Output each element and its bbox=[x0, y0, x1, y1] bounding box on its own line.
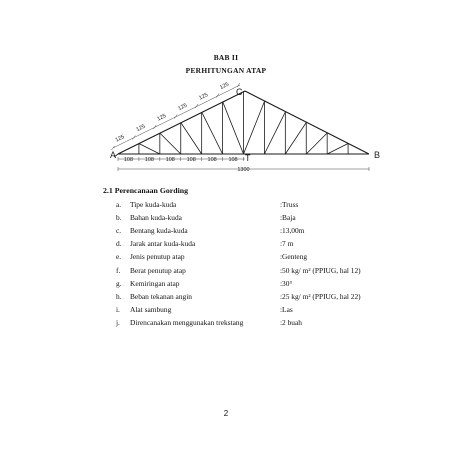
spec-row bbox=[0, 199, 452, 211]
spec-letter: f. bbox=[116, 265, 121, 275]
top-chord-length-label: 125 bbox=[198, 92, 210, 102]
spec-value: :2 buah bbox=[280, 317, 302, 327]
spec-label: Bahan kuda-kuda bbox=[130, 213, 182, 223]
top-chord-length-label: 125 bbox=[114, 134, 126, 144]
spec-label: Jenis penutup atap bbox=[130, 252, 185, 262]
page-number: 2 bbox=[223, 409, 229, 418]
panel-length-label: 108 bbox=[207, 157, 217, 163]
spec-letter: a. bbox=[116, 200, 122, 209]
spec-row bbox=[0, 251, 452, 263]
node-label-t: T bbox=[245, 153, 251, 163]
spec-label: Direncanakan menggunakan trekstang bbox=[130, 317, 244, 327]
spec-letter: j. bbox=[116, 317, 120, 327]
spec-letter: h. bbox=[116, 291, 122, 301]
node-label-b: B bbox=[374, 150, 381, 160]
spec-letter: c. bbox=[116, 226, 122, 236]
panel-length-label: 108 bbox=[123, 157, 134, 163]
spec-row bbox=[0, 317, 452, 329]
chapter-heading: BAB II bbox=[213, 53, 239, 62]
top-chord-length-label: 125 bbox=[156, 113, 168, 123]
top-chord-length-label: 125 bbox=[177, 102, 189, 113]
spec-value: :Las bbox=[280, 304, 293, 314]
span-length-label: 1300 bbox=[237, 167, 250, 173]
spec-row bbox=[0, 278, 452, 290]
panel-length-label: 108 bbox=[228, 157, 238, 163]
spec-letter: e. bbox=[116, 252, 122, 262]
spec-letter: i. bbox=[116, 304, 120, 314]
spec-value: :Truss bbox=[280, 200, 299, 209]
chapter-title: PERHITUNGAN ATAP bbox=[185, 66, 267, 75]
spec-label: Bentang kuda-kuda bbox=[130, 226, 188, 236]
spec-value: :Genteng bbox=[280, 252, 308, 262]
spec-row bbox=[0, 212, 452, 224]
node-label-c: C bbox=[236, 87, 243, 97]
spec-letter: g. bbox=[116, 278, 122, 288]
node-label-a: A bbox=[110, 150, 117, 160]
spec-value: :25 kg/ m² (PPIUG, hal 22) bbox=[280, 291, 361, 301]
spec-value: :30° bbox=[280, 278, 293, 288]
panel-length-label: 108 bbox=[144, 157, 154, 163]
spec-label: Tipe kuda-kuda bbox=[130, 200, 177, 209]
spec-letter: d. bbox=[116, 239, 122, 249]
spec-row bbox=[0, 304, 452, 316]
spec-row bbox=[0, 238, 452, 250]
spec-value: :50 kg/ m² (PPIUG, hal 12) bbox=[280, 265, 361, 275]
spec-label: Jarak antar kuda-kuda bbox=[130, 239, 196, 249]
section-heading: 2.1 Perencanaan Gording bbox=[103, 186, 188, 195]
spec-value: :Baja bbox=[280, 213, 296, 223]
panel-length-label: 108 bbox=[186, 157, 196, 163]
spec-label: Alat sambung bbox=[130, 304, 172, 314]
spec-letter: b. bbox=[116, 213, 122, 223]
spec-label: Kemiringan atap bbox=[130, 278, 180, 288]
spec-value: :13,00m bbox=[280, 226, 305, 236]
spec-label: Beban tekanan angin bbox=[130, 291, 192, 301]
spec-row bbox=[0, 291, 452, 303]
top-chord-length-label: 125 bbox=[219, 81, 231, 92]
spec-label: Berat penutup atap bbox=[130, 265, 186, 275]
spec-row bbox=[0, 265, 452, 277]
spec-value: :7 m bbox=[280, 239, 294, 249]
spec-row bbox=[0, 225, 452, 237]
top-chord-length-label: 125 bbox=[135, 123, 147, 134]
panel-length-label: 108 bbox=[165, 157, 175, 163]
